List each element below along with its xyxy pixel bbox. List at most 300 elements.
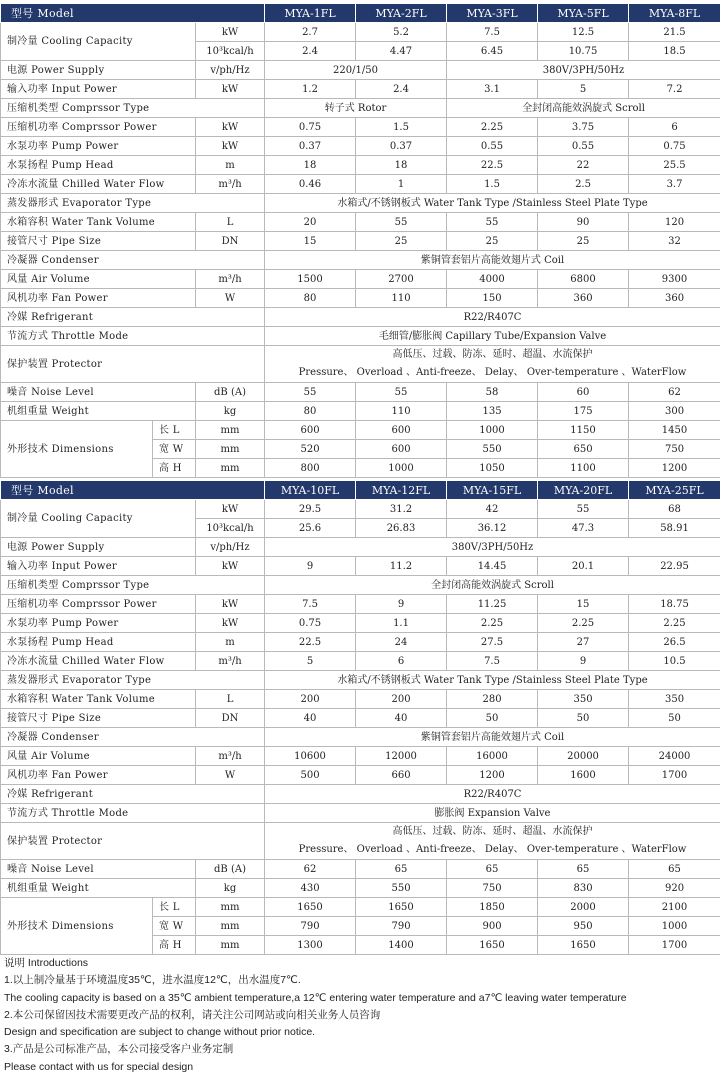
pipe-size-value: 40 xyxy=(265,709,356,728)
weight-value: 750 xyxy=(447,879,538,898)
protector-value xyxy=(265,346,720,383)
noise-value: 60 xyxy=(538,383,629,402)
model-name: MYA-2FL xyxy=(356,4,447,23)
compressor-power-label: 压缩机功率 Comprssor Power xyxy=(1,595,196,614)
dim-l-row xyxy=(1,898,720,917)
cooling-kcal-value: 2.4 xyxy=(265,42,356,61)
cooling-kcal-unit: 10³kcal/h xyxy=(196,42,265,61)
chilled-flow-value: 1 xyxy=(356,175,447,194)
noise-row xyxy=(1,860,720,879)
dim-unit: mm xyxy=(196,936,265,955)
dim-w-value: 650 xyxy=(538,440,629,459)
dim-h-value: 1200 xyxy=(629,459,720,478)
air-volume-value: 1500 xyxy=(265,270,356,289)
compressor-power-value: 7.5 xyxy=(265,595,356,614)
cooling-kw-value: 12.5 xyxy=(538,23,629,42)
pipe-size-value: 50 xyxy=(447,709,538,728)
dim-l-value: 1650 xyxy=(356,898,447,917)
pump-power-value: 2.25 xyxy=(447,614,538,633)
refrigerant-value: R22/R407C xyxy=(265,308,720,327)
refrigerant-label: 冷媒 Refrigerant xyxy=(1,308,265,327)
tank-volume-label: 水箱容积 Water Tank Volume xyxy=(1,690,196,709)
refrigerant-row xyxy=(1,308,720,327)
pump-head-value: 27.5 xyxy=(447,633,538,652)
noise-value: 65 xyxy=(629,860,720,879)
dim-w-value: 790 xyxy=(356,917,447,936)
cooling-kw-value: 5.2 xyxy=(356,23,447,42)
noise-label: 噪音 Noise Level xyxy=(1,383,196,402)
noise-value: 62 xyxy=(629,383,720,402)
weight-unit: kg xyxy=(196,402,265,421)
tank-volume-value: 55 xyxy=(447,213,538,232)
compressor-type-row xyxy=(1,576,720,595)
dim-h-value: 1650 xyxy=(447,936,538,955)
pipe-size-value: 40 xyxy=(356,709,447,728)
chilled-flow-label: 冷冻水流量 Chilled Water Flow xyxy=(1,175,196,194)
model-name: MYA-1FL xyxy=(265,4,356,23)
fan-power-unit: W xyxy=(196,766,265,785)
dim-w-value: 750 xyxy=(629,440,720,459)
header-row xyxy=(1,481,720,500)
weight-label: 机组重量 Weight xyxy=(1,879,196,898)
air-volume-value: 20000 xyxy=(538,747,629,766)
weight-label: 机组重量 Weight xyxy=(1,402,196,421)
fan-power-unit: W xyxy=(196,289,265,308)
pipe-size-value: 50 xyxy=(629,709,720,728)
input-power-value: 1.2 xyxy=(265,80,356,99)
air-volume-value: 6800 xyxy=(538,270,629,289)
power-supply-value: 220/1/50 xyxy=(265,61,447,80)
cooling-kcal-value: 47.3 xyxy=(538,519,629,538)
weight-value: 110 xyxy=(356,402,447,421)
cooling-kw-value: 7.5 xyxy=(447,23,538,42)
air-volume-value: 2700 xyxy=(356,270,447,289)
note-3-en: Please contact with us for special design xyxy=(4,1059,718,1076)
dim-h-value: 1650 xyxy=(538,936,629,955)
condenser-label: 冷凝器 Condenser xyxy=(1,728,265,747)
pipe-size-unit: DN xyxy=(196,709,265,728)
model-name: MYA-3FL xyxy=(447,4,538,23)
pipe-size-value: 15 xyxy=(265,232,356,251)
throttle-value: 毛细管/膨胀阀 Capillary Tube/Expansion Valve xyxy=(265,327,720,346)
chilled-flow-value: 3.7 xyxy=(629,175,720,194)
fan-power-label: 风机功率 Fan Power xyxy=(1,766,196,785)
pump-head-value: 18 xyxy=(356,156,447,175)
condenser-row xyxy=(1,728,720,747)
spec-table-1 xyxy=(0,3,720,478)
chilled-flow-value: 6 xyxy=(356,652,447,671)
throttle-label: 节流方式 Throttle Mode xyxy=(1,804,265,823)
fan-power-value: 80 xyxy=(265,289,356,308)
input-power-value: 11.2 xyxy=(356,557,447,576)
tank-volume-value: 200 xyxy=(356,690,447,709)
tank-volume-unit: L xyxy=(196,690,265,709)
model-name: MYA-10FL xyxy=(265,481,356,500)
chilled-flow-unit: m³/h xyxy=(196,652,265,671)
tank-volume-label: 水箱容积 Water Tank Volume xyxy=(1,213,196,232)
dim-w-label: 宽 W xyxy=(153,440,196,459)
dim-w-value: 520 xyxy=(265,440,356,459)
dim-w-value: 900 xyxy=(447,917,538,936)
fan-power-row xyxy=(1,766,720,785)
cooling-kcal-value: 25.6 xyxy=(265,519,356,538)
compressor-power-unit: kW xyxy=(196,118,265,137)
tank-volume-value: 20 xyxy=(265,213,356,232)
fan-power-value: 1700 xyxy=(629,766,720,785)
input-power-value: 5 xyxy=(538,80,629,99)
pump-power-value: 0.55 xyxy=(447,137,538,156)
cooling-kcal-value: 36.12 xyxy=(447,519,538,538)
noise-value: 62 xyxy=(265,860,356,879)
note-3-cn: 3.产品是公司标准产品，本公司接受客户业务定制 xyxy=(4,1041,718,1058)
power-supply-unit: v/ph/Hz xyxy=(196,538,265,557)
model-name: MYA-20FL xyxy=(538,481,629,500)
pump-head-value: 22 xyxy=(538,156,629,175)
pump-head-value: 18 xyxy=(265,156,356,175)
pump-power-value: 2.25 xyxy=(629,614,720,633)
protector-en: Pressure、 Overload 、Anti-freeze、 Delay、 Over-temperature 、WaterFlow xyxy=(267,841,718,859)
cooling-kcal-value: 6.45 xyxy=(447,42,538,61)
pump-head-label: 水泵扬程 Pump Head xyxy=(1,633,196,652)
cooling-kcal-value: 10.75 xyxy=(538,42,629,61)
compressor-power-value: 9 xyxy=(356,595,447,614)
cooling-kw-value: 31.2 xyxy=(356,500,447,519)
fan-power-value: 500 xyxy=(265,766,356,785)
model-label: 型号 Model xyxy=(1,4,265,23)
noise-value: 55 xyxy=(265,383,356,402)
tank-volume-value: 200 xyxy=(265,690,356,709)
pump-head-unit: m xyxy=(196,633,265,652)
noise-unit: dB (A) xyxy=(196,383,265,402)
evaporator-row xyxy=(1,671,720,690)
pump-power-value: 0.37 xyxy=(265,137,356,156)
throttle-row xyxy=(1,327,720,346)
tank-volume-value: 280 xyxy=(447,690,538,709)
weight-row xyxy=(1,879,720,898)
pump-power-row xyxy=(1,137,720,156)
air-volume-label: 风量 Air Volume xyxy=(1,270,196,289)
dim-l-value: 2100 xyxy=(629,898,720,917)
tank-volume-value: 120 xyxy=(629,213,720,232)
noise-label: 噪音 Noise Level xyxy=(1,860,196,879)
fan-power-row xyxy=(1,289,720,308)
compressor-power-row xyxy=(1,118,720,137)
pump-power-value: 0.37 xyxy=(356,137,447,156)
dim-w-value: 950 xyxy=(538,917,629,936)
input-power-value: 3.1 xyxy=(447,80,538,99)
pipe-size-value: 25 xyxy=(538,232,629,251)
fan-power-value: 150 xyxy=(447,289,538,308)
compressor-type-label: 压缩机类型 Comprssor Type xyxy=(1,99,265,118)
dim-l-value: 2000 xyxy=(538,898,629,917)
dim-unit: mm xyxy=(196,459,265,478)
weight-value: 135 xyxy=(447,402,538,421)
noise-unit: dB (A) xyxy=(196,860,265,879)
air-volume-label: 风量 Air Volume xyxy=(1,747,196,766)
tank-volume-value: 350 xyxy=(629,690,720,709)
protector-cn: 高低压、过载、防冻、延时、超温、水流保护 xyxy=(267,823,718,841)
dim-l-row xyxy=(1,421,720,440)
cooling-kw-value: 42 xyxy=(447,500,538,519)
dimensions-label: 外形技术 Dimensions xyxy=(1,421,153,478)
cooling-kw-value: 29.5 xyxy=(265,500,356,519)
dim-l-value: 1650 xyxy=(265,898,356,917)
dim-l-value: 600 xyxy=(265,421,356,440)
input-power-value: 22.95 xyxy=(629,557,720,576)
pipe-size-label: 接管尺寸 Pipe Size xyxy=(1,709,196,728)
model-name: MYA-8FL xyxy=(629,4,720,23)
input-power-value: 20.1 xyxy=(538,557,629,576)
compressor-power-value: 15 xyxy=(538,595,629,614)
compressor-power-label: 压缩机功率 Comprssor Power xyxy=(1,118,196,137)
power-supply-value: 380V/3PH/50Hz xyxy=(265,538,720,557)
air-volume-row xyxy=(1,270,720,289)
condenser-label: 冷凝器 Condenser xyxy=(1,251,265,270)
pipe-size-row xyxy=(1,709,720,728)
evaporator-row xyxy=(1,194,720,213)
dimensions-label: 外形技术 Dimensions xyxy=(1,898,153,955)
tank-volume-row xyxy=(1,690,720,709)
dim-h-value: 1000 xyxy=(356,459,447,478)
compressor-power-value: 6 xyxy=(629,118,720,137)
condenser-value: 紫铜管套铝片高能效翅片式 Coil xyxy=(265,251,720,270)
note-1-en: The cooling capacity is based on a 35℃ ambient temperature,a 12℃ entering water temperature and a7℃ leaving water temperature xyxy=(4,990,718,1007)
compressor-type-value: 全封闭高能效涡旋式 Scroll xyxy=(265,576,720,595)
tank-volume-value: 350 xyxy=(538,690,629,709)
refrigerant-value: R22/R407C xyxy=(265,785,720,804)
weight-value: 920 xyxy=(629,879,720,898)
power-supply-label: 电源 Power Supply xyxy=(1,61,196,80)
compressor-power-value: 3.75 xyxy=(538,118,629,137)
pipe-size-value: 25 xyxy=(447,232,538,251)
pump-head-label: 水泵扬程 Pump Head xyxy=(1,156,196,175)
dim-h-value: 1700 xyxy=(629,936,720,955)
power-supply-unit: v/ph/Hz xyxy=(196,61,265,80)
dim-h-value: 1300 xyxy=(265,936,356,955)
cooling-kw-value: 68 xyxy=(629,500,720,519)
pump-power-row xyxy=(1,614,720,633)
chilled-flow-value: 1.5 xyxy=(447,175,538,194)
input-power-row xyxy=(1,80,720,99)
pump-power-value: 0.75 xyxy=(265,614,356,633)
condenser-row xyxy=(1,251,720,270)
cooling-label: 制冷量 Cooling Capacity xyxy=(1,500,196,538)
dim-h-label: 高 H xyxy=(153,936,196,955)
tank-volume-value: 90 xyxy=(538,213,629,232)
pump-head-value: 27 xyxy=(538,633,629,652)
dim-l-value: 600 xyxy=(356,421,447,440)
dim-h-value: 1400 xyxy=(356,936,447,955)
input-power-value: 9 xyxy=(265,557,356,576)
power-supply-label: 电源 Power Supply xyxy=(1,538,196,557)
pipe-size-label: 接管尺寸 Pipe Size xyxy=(1,232,196,251)
compressor-power-value: 11.25 xyxy=(447,595,538,614)
pipe-size-row xyxy=(1,232,720,251)
pump-power-value: 1.1 xyxy=(356,614,447,633)
dim-unit: mm xyxy=(196,917,265,936)
compressor-power-value: 2.25 xyxy=(447,118,538,137)
power-supply-row xyxy=(1,61,720,80)
dim-l-value: 1450 xyxy=(629,421,720,440)
pump-power-unit: kW xyxy=(196,137,265,156)
cooling-kw-value: 55 xyxy=(538,500,629,519)
air-volume-unit: m³/h xyxy=(196,270,265,289)
chilled-flow-row xyxy=(1,175,720,194)
tank-volume-row xyxy=(1,213,720,232)
model-label: 型号 Model xyxy=(1,481,265,500)
pump-head-value: 25.5 xyxy=(629,156,720,175)
model-name: MYA-15FL xyxy=(447,481,538,500)
input-power-unit: kW xyxy=(196,80,265,99)
pump-head-row xyxy=(1,633,720,652)
cooling-unit: kW xyxy=(196,500,265,519)
pump-head-unit: m xyxy=(196,156,265,175)
note-1-cn: 1.以上制冷量基于环境温度35℃，进水温度12℃，出水温度7℃. xyxy=(4,972,718,989)
dim-unit: mm xyxy=(196,421,265,440)
protector-en: Pressure、 Overload 、Anti-freeze、 Delay、 Over-temperature 、WaterFlow xyxy=(267,364,718,382)
chilled-flow-value: 2.5 xyxy=(538,175,629,194)
cooling-row xyxy=(1,500,720,519)
refrigerant-row xyxy=(1,785,720,804)
evaporator-value: 水箱式/不锈钢板式 Water Tank Type /Stainless Steel Plate Type xyxy=(265,671,720,690)
tank-volume-unit: L xyxy=(196,213,265,232)
fan-power-value: 1200 xyxy=(447,766,538,785)
input-power-label: 输入功率 Input Power xyxy=(1,557,196,576)
throttle-value: 膨胀阀 Expansion Valve xyxy=(265,804,720,823)
spec-table-2 xyxy=(0,480,720,955)
pump-power-value: 2.25 xyxy=(538,614,629,633)
pump-head-value: 22.5 xyxy=(265,633,356,652)
weight-value: 300 xyxy=(629,402,720,421)
weight-value: 550 xyxy=(356,879,447,898)
evaporator-label: 蒸发器形式 Evaporator Type xyxy=(1,671,265,690)
dim-w-label: 宽 W xyxy=(153,917,196,936)
chilled-flow-value: 10.5 xyxy=(629,652,720,671)
weight-unit: kg xyxy=(196,879,265,898)
compressor-power-value: 1.5 xyxy=(356,118,447,137)
cooling-kcal-value: 26.83 xyxy=(356,519,447,538)
dim-l-value: 1150 xyxy=(538,421,629,440)
power-supply-row xyxy=(1,538,720,557)
pump-power-value: 0.75 xyxy=(629,137,720,156)
dim-h-value: 800 xyxy=(265,459,356,478)
input-power-row xyxy=(1,557,720,576)
protector-value xyxy=(265,823,720,860)
evaporator-value: 水箱式/不锈钢板式 Water Tank Type /Stainless Steel Plate Type xyxy=(265,194,720,213)
pump-head-row xyxy=(1,156,720,175)
notes-title: 说明 Introductions xyxy=(4,955,718,972)
dim-w-value: 600 xyxy=(356,440,447,459)
dim-l-label: 长 L xyxy=(153,421,196,440)
compressor-power-value: 18.75 xyxy=(629,595,720,614)
pump-head-value: 24 xyxy=(356,633,447,652)
fan-power-value: 660 xyxy=(356,766,447,785)
pump-power-unit: kW xyxy=(196,614,265,633)
dim-w-value: 790 xyxy=(265,917,356,936)
throttle-label: 节流方式 Throttle Mode xyxy=(1,327,265,346)
input-power-unit: kW xyxy=(196,557,265,576)
input-power-value: 14.45 xyxy=(447,557,538,576)
protector-row xyxy=(1,346,720,383)
input-power-label: 输入功率 Input Power xyxy=(1,80,196,99)
pump-power-value: 0.55 xyxy=(538,137,629,156)
air-volume-value: 10600 xyxy=(265,747,356,766)
cooling-row xyxy=(1,23,720,42)
fan-power-value: 360 xyxy=(538,289,629,308)
protector-label: 保护装置 Protector xyxy=(1,346,265,383)
dim-unit: mm xyxy=(196,440,265,459)
chilled-flow-value: 7.5 xyxy=(447,652,538,671)
air-volume-value: 4000 xyxy=(447,270,538,289)
noise-value: 58 xyxy=(447,383,538,402)
air-volume-value: 16000 xyxy=(447,747,538,766)
air-volume-value: 24000 xyxy=(629,747,720,766)
compressor-type-value: 全封闭高能效涡旋式 Scroll xyxy=(447,99,720,118)
weight-row xyxy=(1,402,720,421)
air-volume-value: 12000 xyxy=(356,747,447,766)
compressor-power-value: 0.75 xyxy=(265,118,356,137)
air-volume-value: 9300 xyxy=(629,270,720,289)
air-volume-unit: m³/h xyxy=(196,747,265,766)
weight-value: 175 xyxy=(538,402,629,421)
noise-value: 65 xyxy=(447,860,538,879)
tank-volume-value: 55 xyxy=(356,213,447,232)
air-volume-row xyxy=(1,747,720,766)
note-2-en: Design and specification are subject to change without prior notice. xyxy=(4,1024,718,1041)
chilled-flow-row xyxy=(1,652,720,671)
dim-h-label: 高 H xyxy=(153,459,196,478)
fan-power-value: 360 xyxy=(629,289,720,308)
header-row xyxy=(1,4,720,23)
evaporator-label: 蒸发器形式 Evaporator Type xyxy=(1,194,265,213)
protector-row xyxy=(1,823,720,860)
noise-value: 65 xyxy=(356,860,447,879)
model-name: MYA-5FL xyxy=(538,4,629,23)
pipe-size-unit: DN xyxy=(196,232,265,251)
fan-power-value: 1600 xyxy=(538,766,629,785)
dim-h-value: 1100 xyxy=(538,459,629,478)
note-2-cn: 2.本公司保留因技术需要更改产品的权利，请关注公司网站或向相关业务人员咨询 xyxy=(4,1007,718,1024)
protector-cn: 高低压、过载、防冻、延时、超温、水流保护 xyxy=(267,346,718,364)
cooling-kw-value: 2.7 xyxy=(265,23,356,42)
pump-power-label: 水泵功率 Pump Power xyxy=(1,614,196,633)
model-name: MYA-25FL xyxy=(629,481,720,500)
compressor-type-row xyxy=(1,99,720,118)
chilled-flow-unit: m³/h xyxy=(196,175,265,194)
chilled-flow-value: 9 xyxy=(538,652,629,671)
introductions xyxy=(4,955,718,1076)
power-supply-value: 380V/3PH/50Hz xyxy=(447,61,720,80)
weight-value: 430 xyxy=(265,879,356,898)
cooling-label: 制冷量 Cooling Capacity xyxy=(1,23,196,61)
pump-head-value: 22.5 xyxy=(447,156,538,175)
dim-h-value: 1050 xyxy=(447,459,538,478)
cooling-kcal-value: 58.91 xyxy=(629,519,720,538)
fan-power-label: 风机功率 Fan Power xyxy=(1,289,196,308)
noise-value: 55 xyxy=(356,383,447,402)
refrigerant-label: 冷媒 Refrigerant xyxy=(1,785,265,804)
cooling-kw-value: 21.5 xyxy=(629,23,720,42)
dim-l-label: 长 L xyxy=(153,898,196,917)
dim-l-value: 1000 xyxy=(447,421,538,440)
pump-head-value: 26.5 xyxy=(629,633,720,652)
input-power-value: 7.2 xyxy=(629,80,720,99)
model-name: MYA-12FL xyxy=(356,481,447,500)
pipe-size-value: 50 xyxy=(538,709,629,728)
compressor-type-label: 压缩机类型 Comprssor Type xyxy=(1,576,265,595)
dim-w-value: 550 xyxy=(447,440,538,459)
condenser-value: 紫铜管套铝片高能效翅片式 Coil xyxy=(265,728,720,747)
